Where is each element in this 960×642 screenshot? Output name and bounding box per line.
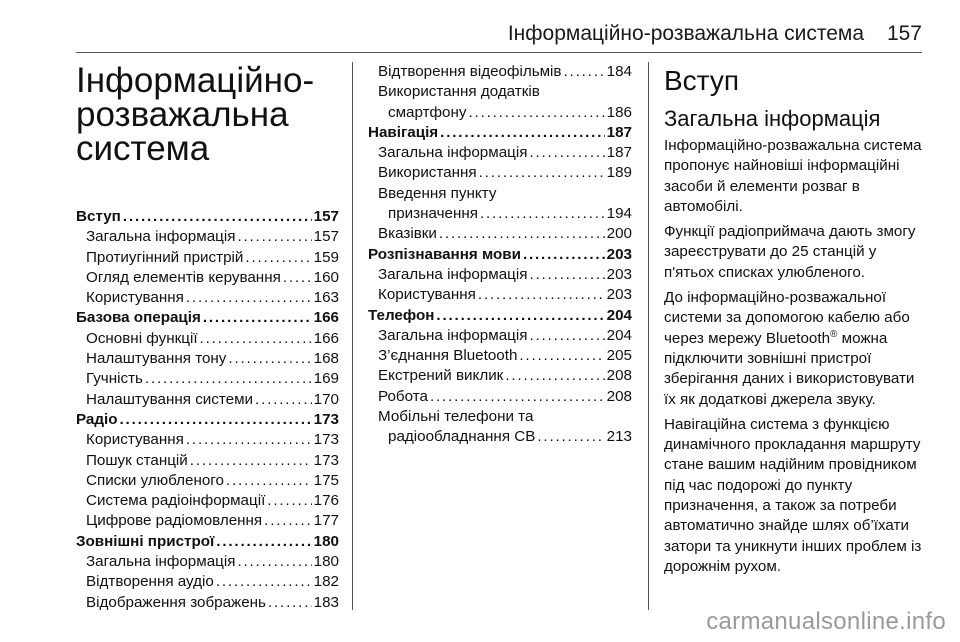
toc-entry[interactable]: [368, 103, 632, 123]
toc-entry-label: Навігація: [368, 123, 439, 141]
toc-entry-label: Загальна інформація: [378, 144, 528, 162]
toc-entry-label: Використання: [378, 164, 477, 182]
toc-entry-label: Користування: [378, 286, 476, 304]
leader-dots: [478, 285, 605, 305]
toc-entry-label: Цифрове радіомовлення: [86, 512, 263, 530]
leader-dots: [186, 430, 312, 450]
toc-entry-label: Введення пункту: [378, 184, 497, 202]
leader-dots: [237, 552, 311, 572]
toc-entry-page: 189: [606, 164, 632, 182]
toc-entry[interactable]: [368, 62, 632, 82]
toc-entry[interactable]: [76, 349, 339, 369]
toc-entry[interactable]: [368, 224, 632, 244]
leader-dots: [216, 572, 312, 592]
column-divider-1: [352, 62, 353, 610]
text-run: можна підключити зовнішні пристрої зберігання даних і використовувати їх як додаткові джерела звуку.: [664, 329, 915, 408]
leader-dots: [200, 329, 312, 349]
toc-entry-page: 163: [313, 289, 339, 307]
toc-entry-label: радіообладнання CB: [388, 428, 536, 446]
toc-entry[interactable]: [76, 268, 339, 288]
table-of-contents-col2: [368, 62, 632, 448]
leader-dots: [440, 123, 604, 143]
toc-entry[interactable]: [368, 407, 632, 427]
toc-entry[interactable]: [368, 285, 632, 305]
toc-entry-label: Налаштування тону: [86, 350, 227, 368]
toc-entry[interactable]: [76, 451, 339, 471]
leader-dots: [120, 410, 312, 430]
toc-entry-label: Відтворення відеофільмів: [378, 63, 562, 80]
toc-entry[interactable]: [368, 306, 632, 326]
watermark: carmanualsonline.info: [706, 608, 946, 635]
toc-entry-page: 176: [313, 492, 339, 510]
toc-entry-page: 208: [606, 387, 632, 405]
toc-entry-label: смартфону: [388, 103, 467, 121]
leader-dots: [203, 308, 312, 328]
toc-entry-page: 166: [313, 329, 339, 347]
toc-entry[interactable]: [76, 390, 339, 410]
toc-entry-page: 173: [313, 431, 339, 449]
leader-dots: [228, 349, 311, 369]
chapter-title: [76, 61, 339, 168]
toc-entry-page: 168: [313, 350, 339, 368]
toc-entry-label: Протиугінний пристрій: [86, 248, 244, 266]
toc-entry[interactable]: [76, 308, 339, 328]
toc-entry-page: 180: [313, 553, 339, 571]
toc-entry[interactable]: [76, 491, 339, 511]
toc-entry-page: 173: [313, 451, 339, 469]
toc-entry[interactable]: [76, 410, 339, 430]
column-2: [368, 62, 632, 448]
running-header: [0, 22, 922, 46]
chapter-title-line: система: [76, 129, 210, 168]
leader-dots: [245, 248, 311, 268]
toc-entry-page: 194: [606, 205, 632, 223]
leader-dots: [226, 471, 312, 491]
toc-entry-page: 186: [606, 103, 632, 121]
intro-paragraph-2: Функції радіоприймача дають змогу зареєструвати до 25 станцій у п'ятьох списках улюбленого.: [664, 223, 916, 281]
toc-entry-page: 177: [313, 512, 339, 530]
toc-entry-label: Налаштування системи: [86, 390, 254, 408]
toc-entry-page: 204: [606, 306, 632, 324]
toc-entry-page: 203: [606, 245, 632, 263]
toc-entry-page: 204: [606, 326, 632, 344]
toc-entry[interactable]: [368, 366, 632, 386]
toc-entry-label: Використання додатків: [378, 83, 540, 101]
toc-entry[interactable]: [368, 123, 632, 143]
toc-entry-page: 173: [313, 410, 339, 428]
leader-dots: [430, 387, 605, 407]
toc-entry-page: 175: [313, 471, 339, 489]
chapter-title-line: Інформаційно-: [76, 61, 315, 100]
toc-entry-page: 187: [606, 144, 632, 162]
leader-dots: [505, 366, 604, 386]
toc-entry-page: 157: [313, 228, 339, 246]
toc-entry[interactable]: [368, 143, 632, 163]
toc-entry-label: Базова операція: [76, 309, 201, 327]
leader-dots: [468, 103, 604, 123]
toc-entry-label: Робота: [378, 387, 428, 405]
toc-entry[interactable]: [76, 593, 339, 613]
toc-entry-page: 203: [606, 286, 632, 304]
toc-entry-label: Розпізнавання мови: [368, 245, 521, 263]
toc-entry[interactable]: [368, 245, 632, 265]
toc-entry-label: Пошук станцій: [86, 451, 188, 469]
toc-entry[interactable]: [76, 552, 339, 572]
chapter-title-line: розважальна: [76, 95, 289, 134]
column-divider-2: [648, 62, 649, 610]
toc-entry-label: Гучність: [86, 370, 143, 388]
leader-dots: [216, 532, 311, 552]
toc-entry[interactable]: [368, 387, 632, 407]
leader-dots: [564, 62, 605, 82]
toc-entry[interactable]: [76, 430, 339, 450]
leader-dots: [480, 204, 605, 224]
leader-dots: [264, 511, 311, 531]
toc-entry-page: 182: [313, 573, 339, 591]
toc-entry[interactable]: [368, 163, 632, 183]
section-heading: Вступ: [664, 65, 739, 96]
toc-entry-page: 183: [313, 593, 339, 611]
running-header-title: Інформаційно-розважальна система: [507, 22, 864, 45]
leader-dots: [237, 227, 311, 247]
leader-dots: [436, 306, 604, 326]
column-3: [664, 62, 926, 582]
toc-entry[interactable]: [76, 329, 339, 349]
leader-dots: [283, 268, 312, 288]
toc-entry-label: Вступ: [76, 208, 121, 225]
toc-entry[interactable]: [76, 369, 339, 389]
toc-entry[interactable]: [368, 82, 632, 102]
leader-dots: [268, 593, 312, 613]
toc-entry-label: Списки улюбленого: [86, 471, 224, 489]
toc-entry-page: 213: [606, 428, 632, 446]
toc-entry[interactable]: [368, 346, 632, 366]
toc-entry-label: Користування: [86, 431, 184, 449]
toc-entry-label: Користування: [86, 289, 184, 307]
leader-dots: [537, 427, 604, 447]
toc-entry-page: 187: [606, 123, 632, 141]
toc-entry[interactable]: [76, 227, 339, 247]
toc-entry-page: 208: [606, 367, 632, 385]
toc-entry-label: призначення: [388, 205, 478, 223]
page-number: 157: [886, 22, 922, 45]
toc-entry-page: 205: [606, 347, 632, 365]
toc-entry-label: Відтворення аудіо: [86, 573, 214, 591]
toc-entry[interactable]: [368, 265, 632, 285]
toc-entry-page: 159: [313, 248, 339, 266]
toc-entry-page: 166: [313, 309, 339, 327]
header-rule: [76, 52, 922, 53]
intro-paragraph-3: [664, 288, 926, 410]
intro-paragraph-4: Навігаційна система з функцією динамічного прокладання маршруту стане вашим надійним провідником під час подорожі до пункту призначення, а також за потреби автоматично знайде шлях об’їхати затори та уникнути інших проблем із дорожнім рухом.: [664, 415, 922, 575]
toc-entry-label: Загальна інформація: [86, 228, 236, 246]
leader-dots: [439, 224, 605, 244]
leader-dots: [267, 491, 311, 511]
toc-entry-page: 203: [606, 265, 632, 283]
toc-entry-label: Зовнішні пристрої: [76, 532, 215, 550]
toc-entry[interactable]: [368, 204, 632, 224]
toc-entry-label: Вказівки: [378, 225, 437, 243]
toc-entry[interactable]: [368, 326, 632, 346]
leader-dots: [529, 326, 604, 346]
toc-entry-label: Відображення зображень: [86, 593, 266, 611]
leader-dots: [519, 346, 604, 366]
toc-entry-page: 157: [313, 208, 339, 225]
toc-entry-label: З’єднання Bluetooth: [378, 347, 518, 365]
toc-entry[interactable]: [76, 532, 339, 552]
leader-dots: [529, 143, 604, 163]
intro-paragraph-1: Інформаційно-розважальна система пропонує найновіші інформаційні засоби й елементи розваг в автомобілі.: [664, 137, 922, 215]
toc-entry[interactable]: [368, 184, 632, 204]
toc-entry-page: 180: [313, 532, 339, 550]
toc-entry-page: 160: [313, 268, 339, 286]
leader-dots: [529, 265, 604, 285]
toc-entry[interactable]: [76, 572, 339, 592]
leader-dots: [186, 288, 312, 308]
toc-entry-page: 184: [606, 63, 632, 80]
toc-entry[interactable]: [368, 427, 632, 447]
toc-entry[interactable]: [76, 511, 339, 531]
table-of-contents-col1: [76, 207, 339, 613]
toc-entry-label: Загальна інформація: [86, 553, 236, 571]
toc-entry-label: Мобільні телефони та: [378, 408, 534, 426]
toc-entry[interactable]: [76, 207, 339, 227]
toc-entry-label: Огляд елементів керування: [86, 268, 281, 286]
toc-entry-label: Загальна інформація: [378, 265, 528, 283]
toc-entry-label: Система радіоінформації: [86, 492, 266, 510]
subsection-heading: Загальна інформація: [664, 106, 881, 131]
column-1: [76, 62, 339, 613]
toc-entry-label: Основні функції: [86, 329, 198, 347]
toc-entry[interactable]: [76, 288, 339, 308]
leader-dots: [479, 163, 605, 183]
toc-entry-label: Телефон: [368, 306, 435, 324]
leader-dots: [123, 207, 312, 227]
toc-entry[interactable]: [76, 471, 339, 491]
toc-entry-page: 169: [313, 370, 339, 388]
leader-dots: [255, 390, 312, 410]
toc-entry-label: Загальна інформація: [378, 326, 528, 344]
toc-entry-page: 200: [606, 225, 632, 243]
leader-dots: [190, 451, 312, 471]
registered-mark: ®: [830, 328, 838, 340]
leader-dots: [145, 369, 312, 389]
toc-entry[interactable]: [76, 248, 339, 268]
toc-entry-label: Радіо: [76, 410, 118, 428]
toc-entry-page: 170: [313, 390, 339, 408]
leader-dots: [523, 245, 605, 265]
toc-entry-label: Екстрений виклик: [378, 367, 504, 385]
text-run: До інформаційно-розважальної системи за допомогою кабелю або через мережу Bluetooth: [664, 289, 910, 347]
